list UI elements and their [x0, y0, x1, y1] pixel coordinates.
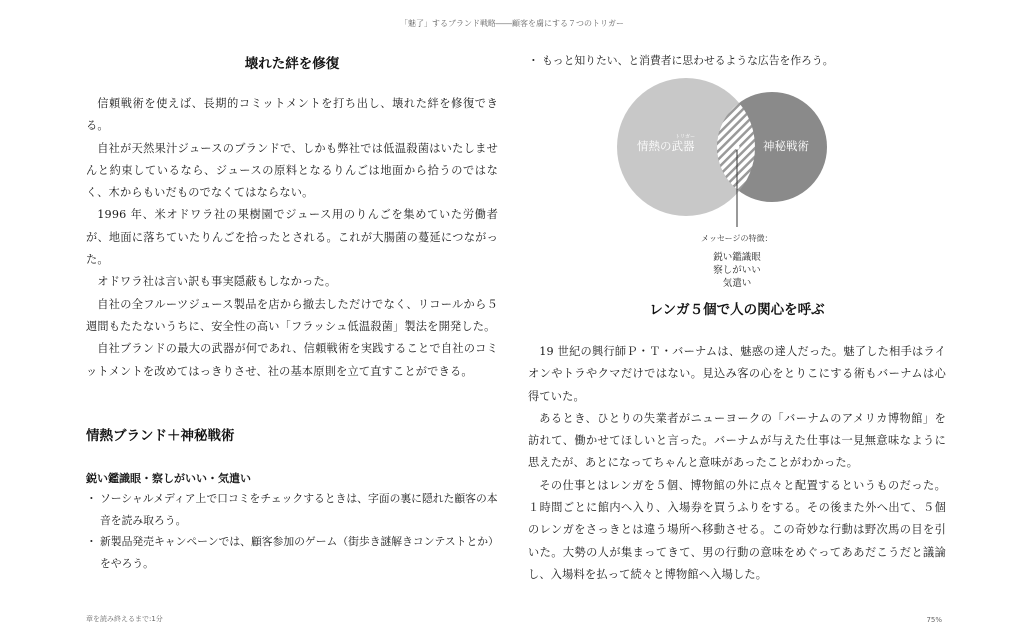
list-item-text: ソーシャルメディア上で口コミをチェックするときは、字面の裏に隠れた顧客の本音を読み取ろう。 — [100, 492, 498, 527]
venn-right-label: 神秘戦術 — [763, 139, 809, 153]
venn-diagram — [528, 0, 946, 300]
bullet-mark: ・ — [86, 535, 97, 548]
list-item — [86, 531, 498, 574]
paragraph: 1996 年、米オドワラ社の果樹園でジュース用のりんごを集めていた労働者が、地面に落ちていたりんごを拾ったとされる。これが大腸菌の蔓延につながった。 — [86, 208, 498, 267]
venn-left-label: 情熱の武器 — [637, 139, 695, 153]
callout-item: 気遣い — [722, 278, 752, 289]
paragraph: オドワラ社は言い訳も事実隠蔽もしなかった。 — [97, 275, 337, 289]
bullet-mark: ・ — [528, 54, 539, 67]
body-text — [528, 341, 946, 586]
running-header: 「魅了」するブランド戦略――顧客を虜にする７つのトリガー — [400, 19, 624, 28]
reading-time-footer: 章を読み終えるまで:1分 — [86, 615, 163, 623]
paragraph: 自社が天然果汁ジュースのブランドで、しかも弊社では低温殺菌はいたしませんと約束しているなら、ジュースの原料となるりんごは地面から拾うのではなく、木からもいだものでなくてはならない。 — [86, 141, 498, 200]
paragraph: 信頼戦術を使えば、長期的コミットメントを打ち出し、壊れた絆を修復できる。 — [86, 97, 498, 133]
bullet-list — [86, 488, 498, 574]
list-item-text: 新製品発売キャンペーンでは、顧客参加のゲーム（街歩き謎解きコンテストとか）をやろう。 — [100, 535, 494, 570]
progress-footer: 75% — [926, 616, 942, 624]
callout-caption: メッセージの特徴： — [701, 234, 773, 243]
paragraph: 19 世紀の興行師Ｐ・Ｔ・バーナムは、魅惑の達人だった。魅了した相手はライオンやトラやクマだけではない。見込み客の心をとりこにする術もバーナムは心得ていた。 — [528, 345, 946, 403]
section-title: 情熱ブランド＋神秘戦術 — [86, 428, 235, 444]
venn-left-ruby: トリガー — [675, 134, 695, 140]
section-title: レンガ５個で人の関心を呼ぶ — [649, 302, 825, 318]
subheading: 鋭い鑑識眼・察しがいい・気遣い — [86, 472, 251, 485]
list-item — [86, 488, 498, 531]
list-item-text: もっと知りたい、と消費者に思わせるような広告を作ろう。 — [542, 54, 834, 67]
paragraph: 自社ブランドの最大の武器が何であれ、信頼戦術を実践することで自社のコミットメントを改めてはっきりさせ、社の基本原則を立て直すことができる。 — [86, 342, 498, 378]
paragraph: その仕事とはレンガを５個、博物館の外に点々と配置するというものだった。１時間ごとに館内へ入り、入場券を買うふりをする。その後また外へ出て、５個のレンガをさっきとは違う場所へ移動させる。この奇妙な行動は野次馬の目を引いた。大勢の人が集まってきて、男の行動の意味をめぐってああだこうだと議論し、入場料を払って続々と博物館へ入場した。 — [528, 478, 946, 581]
callout-item: 察しがいい — [713, 265, 761, 276]
venn-center-dot — [735, 145, 740, 150]
paragraph: あるとき、ひとりの失業者がニューヨークの「バーナムのアメリカ博物館」を訪れて、働かせてほしいと言った。バーナムが与えた仕事は一見無意味なように思えたが、あとになってちゃんと意味があったことがわかった。 — [528, 411, 946, 470]
body-text — [86, 93, 498, 383]
paragraph: 自社の全フルーツジュース製品を店から撤去しただけでなく、リコールから５週間もたたないうちに、安全性の高い「フラッシュ低温殺菌」製法を開発した。 — [86, 297, 498, 333]
section-title: 壊れた絆を修復 — [244, 56, 340, 72]
callout-item: 鋭い鑑識眼 — [713, 252, 761, 263]
bullet-mark: ・ — [86, 492, 97, 505]
